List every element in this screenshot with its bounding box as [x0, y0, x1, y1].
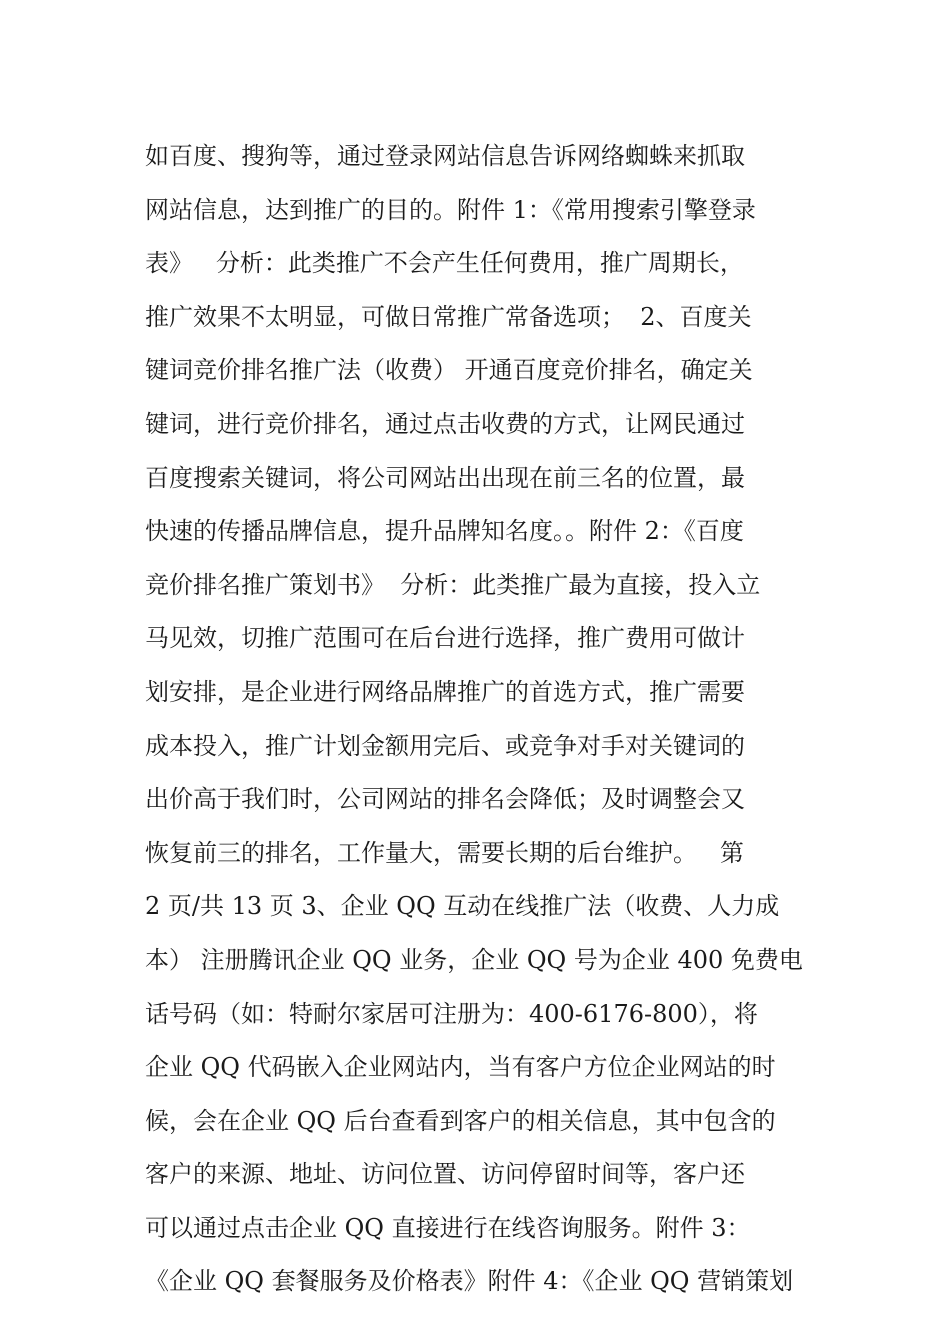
text-line: 网站信息，达到推广的目的。附件 1：《常用搜索引擎登录	[145, 195, 756, 224]
text-line: 快速的传播品牌信息，提升品牌知名度。。附件 2：《百度	[145, 517, 744, 546]
text-line: 成本投入，推广计划金额用完后、或竞争对手对关键词的	[145, 731, 745, 760]
text-line: 出价高于我们时，公司网站的排名会降低；及时调整会又	[145, 785, 745, 814]
text-line: 百度搜索关键词，将公司网站出出现在前三名的位置，最	[145, 463, 745, 492]
text-line: 话号码（如：特耐尔家居可注册为：400-6176-800），将	[145, 999, 758, 1028]
text-line: 如百度、搜狗等，通过登录网站信息告诉网络蜘蛛来抓取	[145, 142, 745, 170]
text-line: 客户的来源、地址、访问位置、访问停留时间等，客户还	[145, 1160, 745, 1189]
text-line: 可以通过点击企业 QQ 直接进行在线咨询服务。附件 3：	[145, 1213, 751, 1242]
text-line: 划安排，是企业进行网络品牌推广的首选方式，推广需要	[145, 677, 745, 706]
text-line: 企业 QQ 代码嵌入企业网站内，当有客户方位企业网站的时	[145, 1053, 776, 1082]
text-line: 恢复前三的排名，工作量大，需要长期的后台维护。 第	[145, 838, 744, 867]
text-line: 推广效果不太明显，可做日常推广常备选项； 2、百度关	[145, 302, 752, 331]
text-line: 本） 注册腾讯企业 QQ 业务，企业 QQ 号为企业 400 免费电	[145, 945, 803, 974]
text-line: 2 页/共 13 页 3、企业 QQ 互动在线推广法（收费、人力成	[145, 892, 780, 921]
body-text	[145, 130, 825, 1309]
text-line: 键词，进行竞价排名，通过点击收费的方式，让网民通过	[145, 409, 745, 438]
text-line: 马见效，切推广范围可在后台进行选择，推广费用可做计	[145, 624, 745, 653]
text-line: 《企业 QQ 套餐服务及价格表》附件 4：《企业 QQ 营销策划	[145, 1267, 794, 1296]
text-line: 候，会在企业 QQ 后台查看到客户的相关信息，其中包含的	[145, 1106, 776, 1135]
text-line: 键词竞价排名推广法（收费） 开通百度竞价排名，确定关	[145, 356, 753, 385]
text-line: 表》 分析：此类推广不会产生任何费用，推广周期长，	[145, 249, 744, 278]
text-line: 竞价排名推广策划书》 分析：此类推广最为直接，投入立	[145, 570, 761, 599]
